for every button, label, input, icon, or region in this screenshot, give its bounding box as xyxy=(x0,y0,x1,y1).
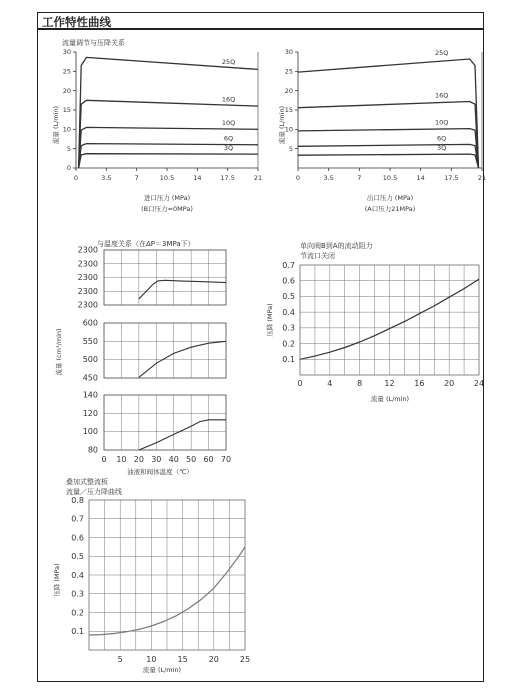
series-label: 3Q xyxy=(223,144,234,153)
y-tick-label: 25 xyxy=(284,67,293,76)
y-tick-label: 0.2 xyxy=(71,608,84,618)
y-tick-label: 600 xyxy=(82,318,98,328)
chart3-xlabel: 油液和阀体温度（℃） xyxy=(127,468,193,476)
y-tick-label: 0.4 xyxy=(71,570,84,580)
y-tick-label: 140 xyxy=(82,390,98,400)
x-tick-label: 4 xyxy=(327,379,333,388)
y-tick-label: 0.5 xyxy=(71,552,84,562)
x-tick-label: 0 xyxy=(101,455,107,464)
x-tick-label: 3.5 xyxy=(101,174,112,182)
y-tick-label: 0.3 xyxy=(282,323,295,333)
y-tick-label: 15 xyxy=(284,106,293,115)
x-tick-label: 12 xyxy=(384,379,395,388)
y-tick-label: 5 xyxy=(66,144,71,153)
chart4-subtitle: 节流口关闭 xyxy=(300,252,335,260)
chart4-title: 单向阀B到A的流动阻力 xyxy=(300,242,373,250)
y-tick-label: 30 xyxy=(284,48,293,57)
chart1-subtitle: (B口压力=0MPa) xyxy=(141,205,193,213)
x-tick-label: 25 xyxy=(239,655,251,664)
series-line xyxy=(139,420,226,450)
chart-temperature xyxy=(54,239,231,476)
chart-check-valve-resistance xyxy=(265,241,484,403)
x-tick-label: 21 xyxy=(253,174,263,182)
chart-flow-regulation-outlet xyxy=(277,48,486,213)
x-tick-label: 5 xyxy=(117,655,123,664)
series-label: 16Q xyxy=(221,95,236,104)
y-tick-label: 500 xyxy=(82,355,98,365)
series-label: 25Q xyxy=(221,57,236,66)
y-tick-label: 0.6 xyxy=(282,276,295,286)
y-tick-label: 25 xyxy=(62,67,71,76)
series-line xyxy=(139,280,226,299)
y-tick-label: 450 xyxy=(82,373,98,383)
chart2-subtitle: (A口压力21MPa) xyxy=(364,205,416,213)
x-tick-label: 0 xyxy=(297,379,303,388)
y-tick-label: 0.8 xyxy=(71,495,84,505)
y-tick-label: 20 xyxy=(62,86,71,95)
y-tick-label: 20 xyxy=(284,86,293,95)
x-tick-label: 15 xyxy=(177,655,188,664)
y-tick-label: 0.7 xyxy=(282,260,295,270)
series-label: 25Q xyxy=(434,48,449,57)
x-tick-label: 0 xyxy=(295,174,301,182)
chart2-ylabel: 流量 (L/min) xyxy=(278,105,286,145)
x-tick-label: 10.5 xyxy=(159,174,175,182)
chart3-title: 与温度关系（在ΔP＝3MPa下） xyxy=(97,240,195,248)
x-tick-label: 60 xyxy=(203,455,214,464)
series-line xyxy=(79,154,258,168)
x-tick-label: 14 xyxy=(193,174,202,182)
x-tick-label: 14 xyxy=(416,174,425,182)
series-label: 10Q xyxy=(221,119,236,128)
series-label: 6Q xyxy=(437,134,447,143)
y-tick-label: 15 xyxy=(62,106,71,115)
x-tick-label: 20 xyxy=(208,655,219,664)
y-tick-label: 100 xyxy=(82,427,98,437)
series-line xyxy=(298,129,479,168)
series-label: 16Q xyxy=(434,91,449,100)
chart5-subtitle: 流量／压力降曲线 xyxy=(66,488,122,496)
x-tick-label: 7 xyxy=(357,174,362,182)
y-tick-label: 0.6 xyxy=(71,533,84,543)
y-tick-label: 2300 xyxy=(77,259,98,269)
x-tick-label: 8 xyxy=(357,379,363,388)
series-line xyxy=(298,144,479,168)
y-tick-label: 2300 xyxy=(77,273,98,282)
chart4-ylabel: 压降 (MPa) xyxy=(266,303,274,337)
chart3-ylabel: 流量 (cm³/min) xyxy=(55,328,63,376)
x-tick-label: 16 xyxy=(414,379,425,388)
x-tick-label: 20 xyxy=(133,455,144,464)
y-tick-label: 80 xyxy=(87,445,98,455)
chart1-ylabel: 流量 (L/min) xyxy=(52,105,60,145)
y-tick-label: 10 xyxy=(284,125,293,134)
series-label: 3Q xyxy=(437,144,447,153)
x-tick-label: 24 xyxy=(473,379,485,388)
x-tick-label: 7 xyxy=(134,174,139,182)
chart-rectifier-plate xyxy=(52,477,250,674)
x-tick-label: 10.5 xyxy=(382,174,398,182)
y-tick-label: 550 xyxy=(82,336,98,346)
series-line xyxy=(298,154,479,168)
y-tick-label: 5 xyxy=(288,144,293,153)
page-title: 工作特性曲线 xyxy=(42,15,111,29)
y-tick-label: 10 xyxy=(62,125,71,134)
chart1-title: 流量调节与压降关系 xyxy=(62,39,125,47)
panel-frame xyxy=(104,395,226,450)
y-tick-label: 120 xyxy=(82,408,98,418)
x-tick-label: 70 xyxy=(220,455,232,464)
series-line xyxy=(298,59,479,168)
x-tick-label: 17.5 xyxy=(220,174,235,182)
x-tick-label: 50 xyxy=(186,455,197,464)
x-tick-label: 10 xyxy=(146,655,157,664)
chart1-xlabel: 进口压力 (MPa) xyxy=(143,194,191,202)
y-tick-label: 2300 xyxy=(77,245,98,255)
series-line xyxy=(298,102,479,169)
x-tick-label: 17.5 xyxy=(444,174,459,182)
chart5-ylabel: 压降 (MPa) xyxy=(53,563,61,597)
x-tick-label: 3.5 xyxy=(323,174,334,182)
panel-frame xyxy=(104,323,226,378)
x-tick-label: 21 xyxy=(477,174,487,182)
y-tick-label: 30 xyxy=(62,48,71,57)
y-tick-label: 0.5 xyxy=(282,292,295,302)
y-tick-label: 0.7 xyxy=(71,514,84,524)
x-tick-label: 30 xyxy=(151,455,162,464)
x-tick-label: 10 xyxy=(116,455,127,464)
chart4-xlabel: 流量 (L/min) xyxy=(370,395,410,403)
series-line xyxy=(139,341,226,377)
y-tick-label: 2300 xyxy=(77,286,98,296)
y-tick-label: 0.1 xyxy=(282,355,295,365)
chart5-xlabel: 流量 (L/min) xyxy=(142,666,182,674)
x-tick-label: 0 xyxy=(73,174,79,182)
y-tick-label: 2300 xyxy=(77,300,98,310)
y-tick-label: 0 xyxy=(66,164,71,173)
y-tick-label: 0.3 xyxy=(71,589,84,599)
series-label: 10Q xyxy=(434,118,449,127)
chart5-title: 叠加式整流板 xyxy=(66,478,108,486)
x-tick-label: 40 xyxy=(168,455,179,464)
y-tick-label: 0.1 xyxy=(71,627,84,637)
series-label: 6Q xyxy=(223,134,234,143)
x-tick-label: 20 xyxy=(444,379,455,388)
y-tick-label: 0.4 xyxy=(282,307,295,317)
y-tick-label: 0.2 xyxy=(282,339,295,349)
chart2-xlabel: 出口压力 (MPa) xyxy=(366,194,414,202)
chart-flow-regulation-inlet xyxy=(51,38,262,213)
